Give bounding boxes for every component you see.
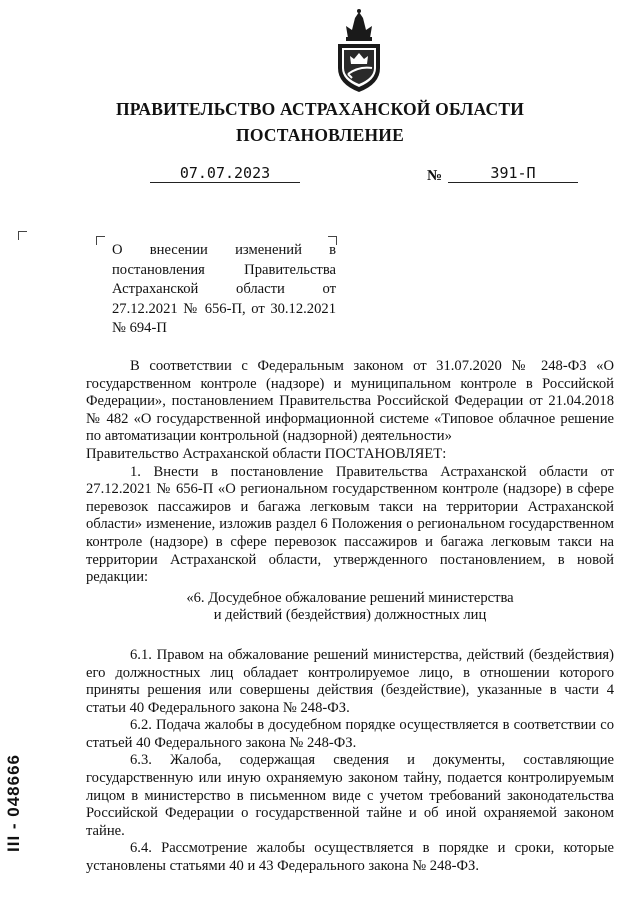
serial-number-stamp: III - 048666 xyxy=(4,753,23,852)
number-sign: № xyxy=(427,168,443,184)
paragraph-6-1: 6.1. Правом на обжалование решений министерства, действий (бездействия) его должностных лиц обладает контролируемое лицо, в отношении которого приняты решения или совершены действия (бездействие), указанные в части 4 статьи 40 Федерального закона № 248-ФЗ. xyxy=(86,646,614,716)
item-1-paragraph: 1. Внести в постановление Правительства Астраханской области от 27.12.2021 № 656-П «О региональном государственном контроле (надзоре) в сфере перевозок пассажиров и багажа легковым такси на территории Астраханской области» изменение, изложив раздел 6 Положения о региональном государственном контроле (надзоре) в сфере перевозок пассажиров и багажа легковым такси на территории Астраханской области, утвержденного постановлением, в новой редакции: xyxy=(86,463,614,586)
preamble-paragraph: В соответствии с Федеральным законом от 31.07.2020 № 248-ФЗ «О государственном контроле (надзоре) и муниципальном контроле в Российской Федерации», постановлением Правительства Российской Федерации от 21.04.2018 № 482 «О государственной информационной системе «Типовое облачное решение по автоматизации контрольной (надзорной) деятельности» xyxy=(86,358,614,445)
document-number: 391-П xyxy=(448,165,578,183)
document-date: 07.07.2023 xyxy=(150,165,300,183)
paragraph-6-4: 6.4. Рассмотрение жалобы осуществляется в порядке и сроки, которые установлены статьями 40 и 43 Федерального закона № 248-ФЗ. xyxy=(86,840,614,875)
corner-mark-icon xyxy=(18,231,27,240)
corner-mark-icon xyxy=(96,236,105,245)
paragraph-6-3: 6.3. Жалоба, содержащая сведения и документы, составляющие государственную или иную охраняемую законом тайну, подается контролируемым лицом в министерство в письменном виде с учетом требований законодательства Российской Федерации о государственной тайне и об иной охраняемой законом тайне. xyxy=(86,752,614,839)
section-title-line-2: и действий (бездействия) должностных лиц xyxy=(213,607,487,624)
paragraph-6-2: 6.2. Подача жалобы в досудебном порядке осуществляется в соответствии со статьей 40 Федерального закона № 248-ФЗ. xyxy=(86,717,614,751)
document-body xyxy=(86,358,614,876)
document-subject: О внесении изменений в постановления Правительства Астраханской области от 27.12.2021 № 656-П, от 30.12.2021 № 694-П xyxy=(112,242,336,336)
document-type-title: ПОСТАНОВЛЕНИЕ xyxy=(236,125,404,145)
government-title: ПРАВИТЕЛЬСТВО АСТРАХАНСКОЙ ОБЛАСТИ xyxy=(115,99,525,119)
coat-of-arms-icon xyxy=(326,8,392,94)
section-title-line-1: «6. Досудебное обжалование решений министерства xyxy=(186,589,514,606)
resolution-line: Правительство Астраханской области ПОСТАНОВЛЯЕТ: xyxy=(86,445,447,462)
